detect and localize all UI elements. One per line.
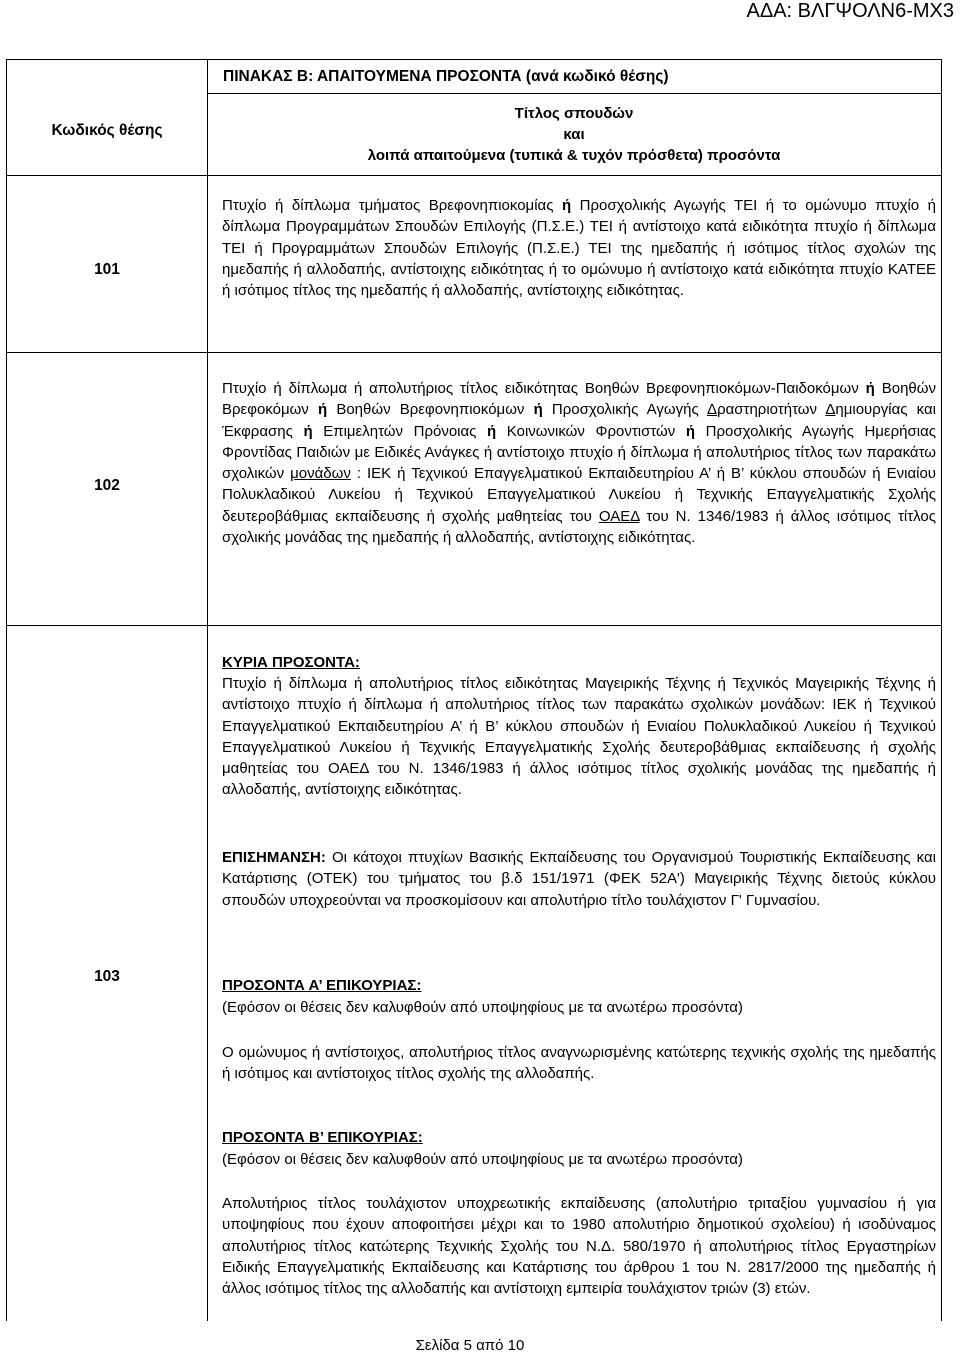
supplementary-a-heading: ΠΡΟΣΟΝΤΑ Α’ ΕΠΙΚΟΥΡΙΑΣ: (222, 977, 422, 994)
note-paragraph (222, 847, 936, 911)
header-bottom-border (7, 175, 941, 176)
column-header-title-line1: Τίτλος σπουδών (514, 105, 634, 122)
supplementary-b-heading: ΠΡΟΣΟΝΤΑ Β’ ΕΠΙΚΟΥΡΙΑΣ: (222, 1129, 423, 1146)
row-102-text (222, 378, 936, 548)
row-101-bottom-border (7, 352, 941, 353)
table-top-border (7, 59, 941, 60)
row-102-text-bold: ή (685, 422, 696, 440)
column-divider (207, 59, 208, 1321)
row-102-text-part: του Ν. 1346/1983 ή άλλος ισότιμος τίτλος σχολικής μονάδας της ημεδαπής ή αλλοδαπής, αντίστοιχης ειδικότητας. (222, 507, 936, 547)
row-102-text-part: Προσχολικής Αγωγής (542, 401, 708, 419)
row-102-text-underlined: Δ (707, 401, 718, 419)
row-102-text-part: ραστηριοτήτων (717, 401, 826, 419)
row-102-bottom-border (7, 625, 941, 626)
row-102-text-underlined: μονάδων (290, 465, 351, 483)
header-divider (207, 93, 941, 94)
row-102-text-bold: ή (303, 422, 313, 440)
row-102-text-part: Πτυχίο ή δίπλωμα ή απολυτήριος τίτλος ειδικότητας Βοηθών Βρεφονηπιοκόμων-Παιδοκόμων (222, 380, 866, 397)
page-number: Σελίδα 5 από 10 (415, 1337, 525, 1354)
row-102-text-bold: ή (317, 401, 328, 419)
row-102-text-part: Προσχολικής Αγωγής Ημερήσιας Φροντίδας Παιδιών με Ειδικές Ανάγκες ή αντίστοιχο πτυχίο ή δίπλωμα ή απολυτήριος τίτλος των παρακάτω σχολικών (222, 422, 936, 483)
row-102-code: 102 (94, 477, 120, 494)
table-title: ΠΙΝΑΚΑΣ Β: ΑΠΑΙΤΟΥΜΕΝΑ ΠΡΟΣΟΝΤΑ (ανά κωδικό θέσης) (223, 68, 669, 85)
row-103-code: 103 (94, 968, 120, 985)
row-102-text-part: Βοηθών Βρεφοκόμων (222, 380, 936, 419)
requirements-table (6, 59, 942, 1321)
row-101-text-part: Προσχολικής Αγωγής ΤΕΙ ή το ομώνυμο πτυχίο ή δίπλωμα Προγραμμάτων Σπουδών Επιλογής (Π.Σ.Ε.) ΤΕΙ ή αντίστοιχο κατά ειδικότητα πτυχίο ή δίπλωμα ΤΕΙ ή Προγραμμάτων Σπουδών Επιλογής (Π.Σ.Ε.) ΤΕΙ της ημεδαπής ή ισότιμος τίτλος σχολών της ημεδαπής ή αλλοδαπής, αντίστοιχης ειδικότητας ή το ομώνυμο ή αντίστοιχο κατά ειδικότητα πτυχίο ΚΑΤΕΕ ή ισότιμος τίτλος της ημεδαπής ή αλλοδαπής, αντίστοιχης ειδικότητας. (222, 197, 936, 300)
row-102-text-underlined: ΟΑΕΔ (598, 507, 640, 525)
supplementary-b-text: Απολυτήριος τίτλος τουλάχιστον υποχρεωτικής εκπαίδευσης (απολυτήριο τριταξίου γυμνασίου ή για υποψηφίους που έχουν αποφοιτήσει μέχρι και το 1980 απολυτήριο δημοτικού σχολείου) ή ισοδύναμος απολυτήριος τίτλος κατώτερης Τεχνικής Σχολής του Ν.Δ. 580/1970 ή απολυτήριος τίτλος Εργαστηρίων Ειδικής Επαγγελματικής Εκπαίδευσης και Κατάρτισης του άρθρου 1 του Ν. 2817/2000 της ημεδαπής ή άλλος ισότιμος τίτλος της αλλοδαπής και αντίστοιχη εμπειρία τουλάχιστον τριών (3) ετών. (222, 1195, 936, 1298)
column-header-title-line3: λοιπά απαιτούμενα (τυπικά & τυχόν πρόσθετα) προσόντα (367, 147, 781, 164)
document-ada-code: ΑΔΑ: ΒΛΓΨΟΛΝ6-ΜΧ3 (746, 0, 954, 22)
supplementary-a-text: Ο ομώνυμος ή αντίστοιχος, απολυτήριος τίτλος αναγνωρισμένης κατώτερης τεχνικής σχολής της ημεδαπής ή ισότιμος και αντίστοιχος τίτλος σχολής της αλλοδαπής. (222, 1044, 936, 1083)
row-102-text-bold: ή (487, 422, 497, 440)
row-102-text-underlined: Δ (825, 401, 836, 419)
supplementary-a-note: (Εφόσον οι θέσεις δεν καλυφθούν από υποψηφίους με τα ανωτέρω προσόντα) (222, 999, 743, 1016)
column-header-code: Κωδικός θέσης (51, 122, 163, 139)
column-header-title-line2: και (563, 126, 585, 143)
row-102-text-part: Κοινωνικών Φροντιστών (496, 422, 686, 440)
main-qualifications-heading: ΚΥΡΙΑ ΠΡΟΣΟΝΤΑ: (222, 654, 360, 671)
supplementary-b-note: (Εφόσον οι θέσεις δεν καλυφθούν από υποψηφίους με τα ανωτέρω προσόντα) (222, 1151, 743, 1168)
row-102-text-part: : ΙΕΚ ή Τεχνικού Επαγγελματικού Εκπαιδευτηρίου Α’ ή Β’ κύκλου σπουδών ή Ενιαίου Πολυκλαδικού Λυκείου ή Τεχνικού Επαγγελματικού Λυκείου ή Τεχνικής Επαγγελματικής Σχολής δευτεροβάθμιας εκπαίδευσης ή σχολής μαθητείας του (222, 465, 936, 525)
row-101-code: 101 (94, 261, 120, 278)
row-102-text-part: Βοηθών Βρεφονηπιοκόμων (327, 401, 534, 419)
note-text: Οι κάτοχοι πτυχίων Βασικής Εκπαίδευσης του Οργανισμού Τουριστικής Εκπαίδευσης και Κατάρτισης (ΟΤΕΚ) του τμήματος του β.δ 151/1971 (ΦΕΚ 52Α') Μαγειρικής Τέχνης διετούς κύκλου σπουδών υποχρεούνται να προσκομίσουν και απολυτήριο τίτλο τουλάχιστον Γ' Γυμνασίου. (222, 849, 936, 909)
row-102-text-bold: ή (865, 380, 875, 397)
row-102-text-part: ημιουργίας και Έκφρασης (222, 401, 936, 440)
column-header-title (207, 103, 941, 166)
row-101-text (222, 195, 936, 301)
row-102-text-bold: ή (533, 401, 543, 419)
note-label: ΕΠΙΣΗΜΑΝΣΗ: (222, 849, 326, 866)
row-102-text-part: Επιμελητών Πρόνοιας (312, 422, 488, 440)
row-101-text-part: Πτυχίο ή δίπλωμα τμήματος Βρεφονηπιοκομίας (222, 197, 562, 214)
main-qualifications-text: Πτυχίο ή δίπλωμα ή απολυτήριος τίτλος ειδικότητας Μαγειρικής Τέχνης ή Τεχνικός Μαγειρικής Τέχνης ή αντίστοιχο πτυχίο ή δίπλωμα ή απολυτήριος τίτλος των παρακάτω σχολικών μονάδων: ΙΕΚ ή Τεχνικού Επαγγελματικού Εκπαιδευτηρίου Α’ ή Β’ κύκλου σπουδών ή Ενιαίου Πολυκλαδικού Λυκείου ή Τεχνικού Επαγγελματικού Λυκείου ή Τεχνικής Επαγγελματικής Σχολής δευτεροβάθμιας εκπαίδευσης ή σχολής μαθητείας του ΟΑΕΔ του Ν. 1346/1983 ή άλλος ισότιμος τίτλος σχολικής μονάδας της ημεδαπής ή αλλοδαπής, αντίστοιχης ειδικότητας. (222, 675, 936, 799)
row-101-text-bold: ή (561, 197, 572, 214)
